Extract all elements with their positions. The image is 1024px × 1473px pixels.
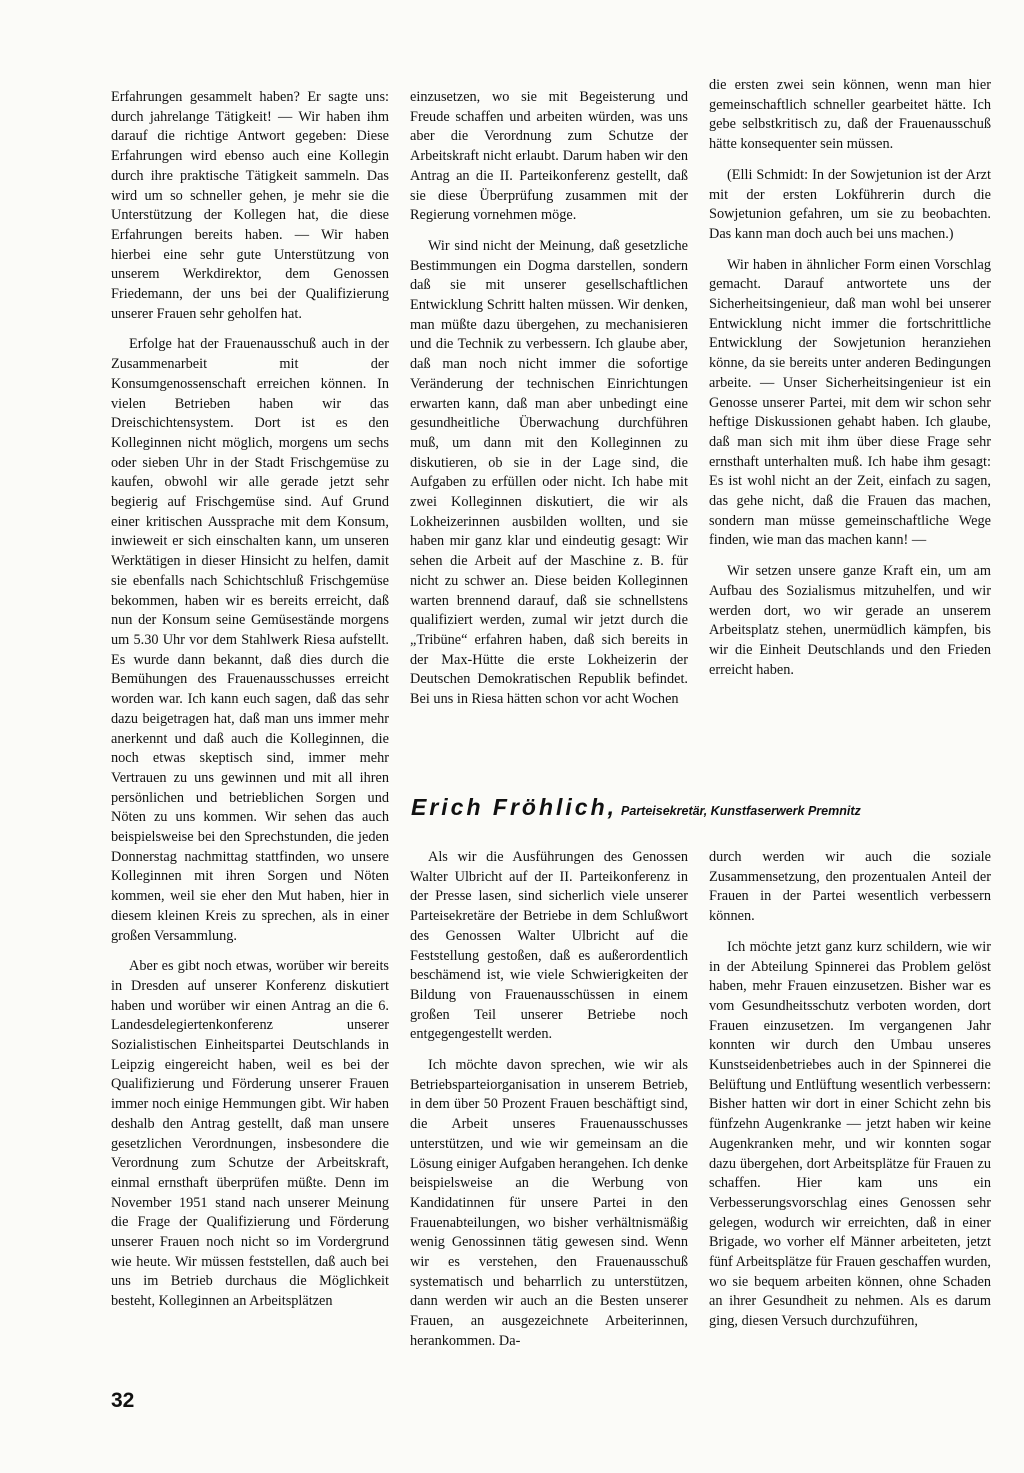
paragraph: die ersten zwei sein können, wenn man hier gemeinschaftlich schneller gearbeitet hätte. Ich gebe selbstkritisch zu, daß der Frauenausschuß hätte konsequenter sein müssen. [709, 77, 991, 153]
paragraph: durch werden wir auch die soziale Zusammensetzung, den prozentualen Anteil der Frauen in der Partei wesentlich verbessern können. [709, 849, 991, 925]
paragraph: Als wir die Ausführungen des Genossen Walter Ulbricht auf der II. Parteikonferenz in der Presse lasen, sind sicherlich viele unserer Parteisekretäre der Betriebe in dem Schlußwort des Genossen Walter Ulbricht auf die Feststellung gestoßen, daß es außerordentlich beschämend ist, wie viele Schwierigkeiten der Bildung von Frauenausschüssen in einem großen Teil unserer Betriebe noch entgegengestellt werden. [410, 849, 688, 1043]
paragraph: einzusetzen, wo sie mit Begeisterung und Freude schaffen und arbeiten würden, was uns aber die Verordnung zum Schutze der Arbeitskraft nicht erlaubt. Darum haben wir den Antrag an die II. Parteikonferenz gestellt, daß sie diese Überprüfung zusammen mit der Regierung vornehmen möge. [410, 89, 688, 224]
paragraph: Erfolge hat der Frauenausschuß auch in der Zusammenarbeit mit der Konsumgenossenschaft erreichen können. In vielen Betrieben haben wir das Dreischichtensystem. Dort ist es den Kolleginnen nicht möglich, morgens um sechs oder sieben Uhr in der Stadt Frischgemüse zu kaufen, obwohl wir alle gerade jetzt sehr begierig auf Frischgemüse sind. Auf Grund einer kritischen Aussprache mit dem Konsum, inwieweit er sich einschalten kann, um unseren Werktätigen in dieser Hinsicht zu helfen, damit sie ebenfalls nach Schichtschluß Frischgemüse bekommen, haben wir es bereits erreicht, daß nun der Konsum seine Gemüsestände morgens um 5.30 Uhr vor dem Stahlwerk Riesa aufstellt. Es wurde dann bekannt, daß dies durch die Bemühungen des Frauenausschusses erreicht worden war. Ich kann euch sagen, daß das sehr dazu beigetragen hat, daß man uns immer mehr anerkennt und daß auch die Kolleginnen, die noch etwas skeptisch sind, immer mehr Vertrauen zu uns gewinnen und mit all ihren persönlichen und betrieblichen Sorgen und Nöten zu uns kommen. Wir sehen das auch beispielsweise bei den Sprechstunden, die jeden Donnerstag nachmittag stattfinden, wo unsere Kolleginnen mit ihren Sorgen und Nöten kommen, weil sie eher den Mut haben, hier in diesem kleinen Kreis zu sprechen, als in einer großen Versammlung. [111, 336, 389, 944]
speaker-name: Erich Fröhlich, [411, 794, 618, 820]
column-1 [111, 88, 389, 1323]
page-number: 32 [111, 1389, 135, 1412]
paragraph: Ich möchte davon sprechen, wie wir als Betriebsparteiorganisation in unserem Betrieb, in dem über 50 Prozent Frauen beschäftigt sind, die Arbeit unseres Frauenausschusses unterstützen, und wie wir gemeinsam an die Lösung einiger Aufgaben herangehen. Ich denke beispielsweise an die Werbung von Kandidatinnen für unsere Partei in den Frauenabteilungen, wo bisher verhältnismäßig wenig Genossinnen tätig gewesen sind. Wenn wir es verstehen, den Frauenausschuß systematisch und beharrlich zu unterstützen, dann werden wir auch an die Besten unserer Frauen, an ausgezeichnete Arbeiterinnen, herankommen. Da- [410, 1057, 688, 1349]
column-4 [410, 848, 688, 1363]
paragraph: Erfahrungen gesammelt haben? Er sagte uns: durch jahrelange Tätigkeit! — Wir haben ihm darauf die richtige Antwort gegeben: Diese Erfahrungen wird ebenso auch eine Kollegin durch ihre praktische Tätigkeit sammeln. Das wird um so schneller gehen, je mehr sie die Unterstützung der Kollegen hat, die diese Erfahrungen bereits haben. — Wir haben hierbei eine sehr gute Unterstützung von unserem Werkdirektor, dem Genossen Friedemann, der uns bei der Qualifizierung unserer Frauen sehr geholfen hat. [111, 89, 389, 322]
column-2 [410, 88, 688, 721]
speaker-role: Parteisekretär, Kunstfaserwerk Premnitz [621, 804, 861, 818]
paragraph: Wir setzen unsere ganze Kraft ein, um am Aufbau des Sozialismus mitzuhelfen, und wir werden dort, wo wir gerade an unserem Arbeitsplatz stehen, unermüdlich kämpfen, bis wir die Einheit Deutschlands und den Frieden erreicht haben. [709, 563, 991, 678]
speaker-heading [411, 794, 1011, 821]
paragraph: Aber es gibt noch etwas, worüber wir bereits in Dresden auf unserer Konferenz diskutiert haben und worüber wir einen Antrag an die 6. Landesdelegiertenkonferenz unserer Sozialistischen Einheitspartei Deutschlands in Leipzig eingereicht haben, weil es bei der Qualifizierung und Förderung unserer Frauen immer noch einige Hemmungen gibt. Wir haben deshalb den Antrag gestellt, daß man unsere gesetzlichen Verordnungen, insbesondere die Verordnung zum Schutze der Arbeitskraft, einmal ernsthaft überprüfen müßte. Denn im November 1951 stand nach unserer Meinung die Frage der Qualifizierung und Förderung unserer Frauen noch nicht so im Vordergrund wie heute. Wir müssen feststellen, daß auch bei uns im Betrieb durchaus die Möglichkeit besteht, Kolleginnen an Arbeitsplätzen [111, 958, 389, 1310]
paragraph: Wir haben in ähnlicher Form einen Vorschlag gemacht. Darauf antwortete uns der Sicherheitsingenieur, daß man wohl bei unserer Entwicklung nicht immer die fortschrittliche Entwicklung der Sowjetunion heranziehen könne, da sie bereits unter anderen Bedingungen arbeite. — Unser Sicherheitsingenieur ist ein Genosse unserer Partei, mit dem wir schon sehr heftige Diskussionen gehabt haben. Ich glaube, daß man sich mit ihm über diese Frage sehr ernsthaft unterhalten muß. Ich habe ihm gesagt: Es ist wohl nicht an der Zeit, einfach zu sagen, das gehe nicht, daß die Frauen das machen, sondern man müsse gemeinschaftliche Wege finden, wie man das machen kann! — [709, 256, 991, 549]
column-3 [709, 76, 991, 691]
paragraph: Ich möchte jetzt ganz kurz schildern, wie wir in der Abteilung Spinnerei das Problem gelöst haben, mehr Frauen einzusetzen. Bisher war es vom Gesundheitsschutz verboten worden, dort Frauen einzusetzen. Im vergangenen Jahr konnten wir durch den Umbau unseres Kunstseidenbetriebes auch in der Spinnerei die Belüftung und Entlüftung wesentlich verbessern: Bisher hatten wir dort in einer Schicht zehn bis fünfzehn Augenkranke — jetzt haben wir keine Augenkranken mehr, und wir konnten sogar dazu übergehen, dort Arbeitsplätze für Frauen zu schaffen. Hier kam uns ein Verbesserungsvorschlag eines Genossen sehr gelegen, wodurch wir erreichten, daß in einer Brigade, wo vorher elf Männer arbeiteten, jetzt fünf Arbeitsplätze für Frauen geschaffen wurden, wo sie bequem arbeiten können, ohne Schaden an ihrer Gesundheit zu nehmen. Als es darum ging, diesen Versuch durchzuführen, [709, 938, 991, 1330]
column-5 [709, 848, 991, 1343]
paragraph: (Elli Schmidt: In der Sowjetunion ist der Arzt mit der ersten Lokführerin durch die Sowjetunion gefahren, um sie zu beobachten. Das kann man doch auch bei uns machen.) [709, 166, 991, 242]
paragraph: Wir sind nicht der Meinung, daß gesetzliche Bestimmungen ein Dogma darstellen, sondern daß sie mit unserer gesellschaftlichen Entwicklung Schritt halten müssen. Wir denken, man müßte dazu übergehen, zu mechanisieren und die Technik zu verbessern. Ich glaube aber, daß man noch nicht immer die sofortige Veränderung der technischen Einrichtungen erwarten kann, daß man aber unbedingt eine gesundheitliche Überwachung durchführen muß, um dann mit den Kolleginnen zu diskutieren, ob sie in der Lage sind, die Aufgaben zu erfüllen oder nicht. Ich habe mit zwei Kolleginnen diskutiert, die wir als Lokheizerinnen ausbilden wollten, und sie haben mir ganz klar und eindeutig gesagt: Wir sehen die Arbeit auf der Maschine z. B. für nicht zu schwer an. Diese beiden Kolleginnen warten brennend darauf, daß sie schnellstens qualifiziert werden, zumal wir jetzt durch die „Tribüne“ erfahren haben, daß sich bereits in der Max-Hütte die erste Lokheizerin der Deutschen Demokratischen Republik befindet. Bei uns in Riesa hätten schon vor acht Wochen [410, 237, 688, 708]
